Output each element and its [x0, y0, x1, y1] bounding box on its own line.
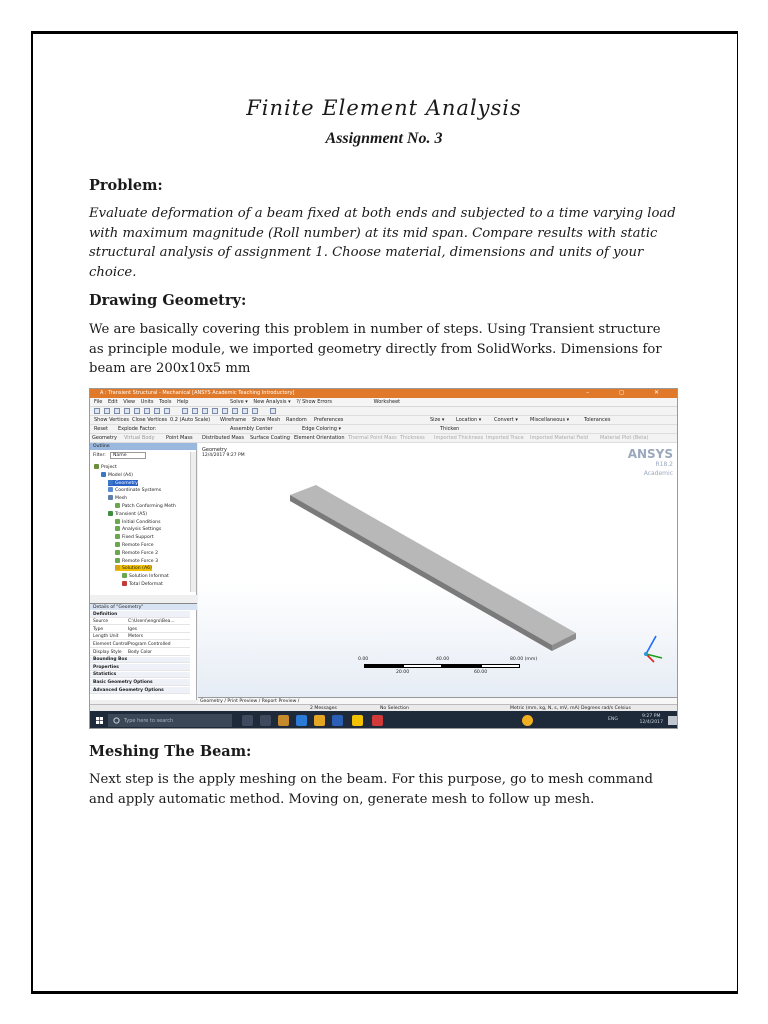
document-title: Finite Element Analysis: [246, 96, 522, 120]
details-header: [90, 603, 197, 610]
scale-label-80: 80.00 (mm): [510, 657, 538, 662]
tree-node-icon: [101, 472, 106, 477]
menu-file[interactable]: File: [94, 399, 103, 405]
details-panel: [90, 610, 197, 700]
meshing-text: Next step is the apply meshing on the beam. For this purpose, go to mesh command and apply automatic method. Moving on, generate mesh to follow up mesh.: [89, 772, 653, 807]
solve-button[interactable]: Solve ▾: [230, 399, 248, 405]
document-subtitle: Assignment No. 3: [325, 130, 443, 147]
element-icon[interactable]: [164, 408, 170, 414]
vertex-icon[interactable]: [114, 408, 120, 414]
tree-item[interactable]: [115, 534, 154, 540]
details-row[interactable]: [90, 619, 190, 626]
scale-bar: [364, 664, 520, 668]
details-row[interactable]: [90, 634, 190, 641]
new-analysis-button[interactable]: New Analysis ▾: [253, 399, 291, 405]
close-vertices-button[interactable]: Close Vertices: [132, 417, 168, 423]
outline-filter-label: Filter:: [93, 453, 106, 458]
tree-item-label: Patch Conforming Meth: [122, 504, 176, 509]
tree-item-label: Coordinate Systems: [115, 488, 162, 494]
beam-top-face: [290, 485, 576, 645]
tree-item[interactable]: [115, 558, 158, 564]
tree-item[interactable]: [101, 472, 133, 478]
toolbar-display: [90, 416, 678, 425]
explode-factor-label: Explode Factor:: [118, 426, 157, 432]
tree-node-icon: [122, 581, 127, 586]
wireframe-button[interactable]: Wireframe: [220, 417, 247, 423]
language-indicator[interactable]: ENG: [608, 717, 618, 722]
viewports-icon[interactable]: [270, 408, 276, 414]
tree-node-icon: [115, 534, 120, 539]
reset-button[interactable]: Reset: [94, 426, 108, 432]
convert-button[interactable]: Convert ▾: [494, 417, 518, 423]
tree-node-icon: [115, 558, 120, 563]
edge-coloring-button[interactable]: Edge Coloring ▾: [302, 426, 342, 432]
location-button[interactable]: Location ▾: [456, 417, 482, 423]
tree-item[interactable]: [115, 565, 152, 571]
tree-item[interactable]: [122, 581, 163, 587]
details-row[interactable]: [90, 626, 190, 633]
tree-item-label: Remote Force 2: [122, 550, 158, 556]
beam-side-face: [290, 495, 552, 651]
scale-label-40: 40.00: [436, 657, 450, 662]
tree-item-label: Analysis Settings: [122, 527, 162, 533]
show-errors-button[interactable]: ?/ Show Errors: [296, 399, 332, 405]
geometry-heading: Drawing Geometry:: [89, 292, 247, 309]
tree-node-icon: [115, 565, 120, 570]
toolbar-icons: [90, 407, 678, 416]
details-key: Element Control: [93, 641, 129, 647]
window-titlebar: [90, 389, 678, 398]
details-group[interactable]: [90, 679, 190, 686]
outline-filter-select[interactable]: Name: [110, 452, 146, 459]
thicken-button[interactable]: Thicken: [440, 426, 460, 432]
thickness-button[interactable]: Thickness: [400, 435, 425, 441]
distributed-mass-button[interactable]: Distributed Mass: [202, 435, 244, 441]
details-key: Display Style: [93, 649, 122, 655]
menu-units[interactable]: Units: [140, 399, 154, 405]
details-value: Iges: [128, 626, 138, 632]
details-group[interactable]: [90, 664, 190, 671]
tray-app-icon[interactable]: [522, 715, 533, 726]
tree-item[interactable]: [108, 511, 147, 517]
tree-node-icon: [115, 542, 120, 547]
pan-icon[interactable]: [192, 408, 198, 414]
details-key: Statistics: [93, 672, 117, 678]
details-value: C:\Users\engro\Bea...: [128, 619, 175, 625]
box-select-icon[interactable]: [104, 408, 110, 414]
ansys-screenshot: [89, 388, 678, 729]
tree-node-icon: [108, 480, 113, 485]
ansys-brand: ANSYS: [627, 447, 673, 461]
taskbar-time: 9:27 PM: [641, 714, 661, 719]
tree-item[interactable]: [122, 573, 169, 579]
random-button[interactable]: Random: [286, 417, 307, 423]
window-title: A : Transient Structural - Mechanical [ANSYS Academic Teaching Introductory]: [100, 390, 295, 396]
imported-trace-button[interactable]: Imported Trace: [486, 435, 524, 441]
zoom-icon[interactable]: [202, 408, 208, 414]
tree-node-icon: [108, 487, 113, 492]
tree-item[interactable]: [108, 487, 161, 493]
worksheet-button[interactable]: Worksheet: [373, 399, 401, 405]
auto-scale-field[interactable]: 0.2 (Auto Scale): [170, 417, 211, 423]
imported-thickness-button[interactable]: Imported Thickness: [434, 435, 484, 441]
meshing-heading: Meshing The Beam:: [89, 743, 252, 760]
tree-item-label: Mesh: [115, 496, 128, 502]
tolerances-button[interactable]: Tolerances: [584, 417, 611, 423]
element-orientation-button[interactable]: Element Orientation: [294, 435, 345, 441]
taskbar-search[interactable]: [108, 714, 232, 727]
details-row[interactable]: [90, 649, 190, 656]
point-mass-button[interactable]: Point Mass: [166, 435, 193, 441]
edge-browser-icon[interactable]: [296, 715, 307, 726]
outline-header: [90, 443, 197, 450]
viewport-tabs-label: Geometry / Print Preview / Report Preview /: [200, 699, 300, 704]
window-controls[interactable]: – ◻ ✕: [586, 389, 673, 396]
menu-help[interactable]: Help: [177, 399, 189, 405]
size-button[interactable]: Size ▾: [430, 417, 445, 423]
chrome-icon[interactable]: [314, 715, 325, 726]
details-key: Definition: [93, 611, 118, 617]
taskbar-date: 12/4/2017: [639, 720, 663, 725]
menu-view[interactable]: View: [123, 399, 136, 405]
menu-bar: [90, 398, 678, 407]
magnifier-icon[interactable]: [232, 408, 238, 414]
tree-node-icon: [94, 464, 99, 469]
imported-material-field-button[interactable]: Imported Material Field: [530, 435, 588, 441]
menu-tools[interactable]: Tools: [159, 399, 172, 405]
geometry-context-label: Geometry: [92, 435, 117, 441]
body-icon[interactable]: [144, 408, 150, 414]
tree-item[interactable]: [115, 542, 154, 548]
viewport-tabs[interactable]: [198, 697, 678, 704]
outline-tree: [90, 450, 197, 595]
tree-item[interactable]: [115, 550, 158, 556]
tree-node-icon: [108, 511, 113, 516]
tree-item-label: Model (A4): [108, 472, 133, 478]
windows-start-icon[interactable]: [96, 717, 103, 724]
details-key: Source: [93, 619, 109, 625]
tree-item[interactable]: [94, 464, 117, 470]
details-group[interactable]: [90, 611, 190, 618]
windows-taskbar: [90, 711, 678, 729]
details-row[interactable]: [90, 641, 190, 648]
store-icon[interactable]: [278, 715, 289, 726]
tree-item-label: Solution Informat: [129, 574, 169, 580]
details-value: Meters: [128, 634, 144, 640]
details-key: Bounding Box: [93, 657, 128, 663]
tree-item-label: Initial Conditions: [122, 519, 161, 525]
select-icon[interactable]: [94, 408, 100, 414]
miscellaneous-button[interactable]: Miscellaneous ▾: [530, 417, 570, 423]
tree-item-label: Project: [101, 465, 117, 470]
taskbar-clock[interactable]: [639, 714, 663, 726]
taskbar-search-placeholder: Type here to search: [124, 717, 174, 724]
ansys-app-icon[interactable]: [352, 715, 363, 726]
search-icon: [113, 717, 120, 724]
notifications-icon[interactable]: [668, 716, 677, 725]
tree-node-icon: [108, 495, 113, 500]
toolbar-geometry: [90, 434, 678, 443]
node-icon[interactable]: [154, 408, 160, 414]
next-view-icon[interactable]: [252, 408, 258, 414]
word-icon[interactable]: [332, 715, 343, 726]
tree-node-icon: [115, 526, 120, 531]
edge-icon[interactable]: [124, 408, 130, 414]
ansys-edition: Academic: [643, 470, 673, 477]
preferences-button[interactable]: Preferences: [314, 417, 344, 423]
details-key: Length Unit: [93, 634, 119, 640]
mechanical-app-icon[interactable]: [372, 715, 383, 726]
zoom-fit-icon[interactable]: [222, 408, 228, 414]
tree-item[interactable]: [115, 503, 176, 509]
task-view-icon[interactable]: [260, 715, 271, 726]
tree-item-label: Solution (A6): [122, 566, 152, 572]
tree-node-icon: [115, 550, 120, 555]
assembly-center-select[interactable]: Assembly Center: [230, 426, 273, 432]
status-messages[interactable]: 2 Messages: [310, 706, 337, 711]
show-mesh-button[interactable]: Show Mesh: [252, 417, 281, 423]
details-value: Body Color: [128, 649, 152, 655]
status-bar: [90, 704, 678, 711]
details-group[interactable]: [90, 687, 190, 694]
scale-label-0: 0.00: [358, 657, 369, 662]
virtual-body-button[interactable]: Virtual Body: [124, 435, 155, 441]
details-group[interactable]: [90, 657, 190, 664]
tree-item[interactable]: [115, 526, 161, 532]
ansys-version: R18.2: [655, 461, 673, 468]
rotate-icon[interactable]: [182, 408, 188, 414]
tree-item[interactable]: [108, 480, 138, 486]
previous-view-icon[interactable]: [242, 408, 248, 414]
tree-item-label: Geometry: [115, 480, 138, 486]
material-plot-button[interactable]: Material Plot (Beta): [600, 435, 649, 441]
problem-text: Evaluate deformation of a beam fixed at both ends and subjected to a time varying load with maximum magnitude (Roll number) at its mid span. Compare results with static structural analysis of assignment 1. Choose material, dimensions and units of your choice.: [89, 206, 676, 280]
scale-label-20: 20.00: [396, 670, 410, 675]
tree-node-icon: [115, 503, 120, 508]
mic-icon[interactable]: [242, 715, 253, 726]
details-key: Properties: [93, 664, 119, 670]
outline-header-label: Outline: [93, 444, 110, 449]
thermal-point-mass-button[interactable]: Thermal Point Mass: [348, 435, 397, 441]
zoom-box-icon[interactable]: [212, 408, 218, 414]
tree-node-icon: [115, 519, 120, 524]
status-selection: No Selection: [380, 706, 409, 711]
triad-axes-icon[interactable]: [634, 628, 674, 668]
details-key: Type: [93, 626, 104, 632]
face-icon[interactable]: [134, 408, 140, 414]
details-header-label: Details of "Geometry": [93, 604, 144, 610]
tree-node-icon: [122, 573, 127, 578]
tree-item[interactable]: [108, 495, 127, 501]
surface-coating-button[interactable]: Surface Coating: [250, 435, 290, 441]
show-vertices-button[interactable]: Show Vertices: [94, 417, 130, 423]
tree-item-label: Remote Force 3: [122, 558, 158, 564]
tree-item-label: Transient (A5): [115, 511, 148, 517]
details-key: Basic Geometry Options: [93, 679, 153, 685]
graphics-viewport[interactable]: [198, 443, 678, 697]
menu-edit[interactable]: Edit: [107, 399, 118, 405]
tree-item-label: Total Deformat: [129, 582, 163, 587]
geometry-text: We are basically covering this problem in number of steps. Using Transient structure as principle module, we imported geometry directly from SolidWorks. Dimensions for beam are 200x10x5 mm: [89, 322, 662, 376]
tree-item-label: Remote Force: [122, 543, 154, 548]
tree-item[interactable]: [115, 519, 161, 525]
details-key: Advanced Geometry Options: [93, 687, 164, 693]
details-group[interactable]: [90, 672, 190, 679]
status-units[interactable]: Metric (mm, kg, N, s, mV, mA) Degrees rad/s Celsius: [510, 706, 631, 711]
viewport-label: Geometry: [202, 447, 227, 453]
scale-label-60: 60.00: [474, 670, 488, 675]
tree-item-label: Fixed Support: [122, 535, 154, 541]
details-value: Program Controlled: [128, 641, 171, 647]
outline-scrollbar[interactable]: [190, 452, 196, 592]
problem-heading: Problem:: [89, 177, 163, 194]
viewport-date: 12/4/2017 9:27 PM: [202, 453, 245, 458]
toolbar-explode: [90, 425, 678, 434]
